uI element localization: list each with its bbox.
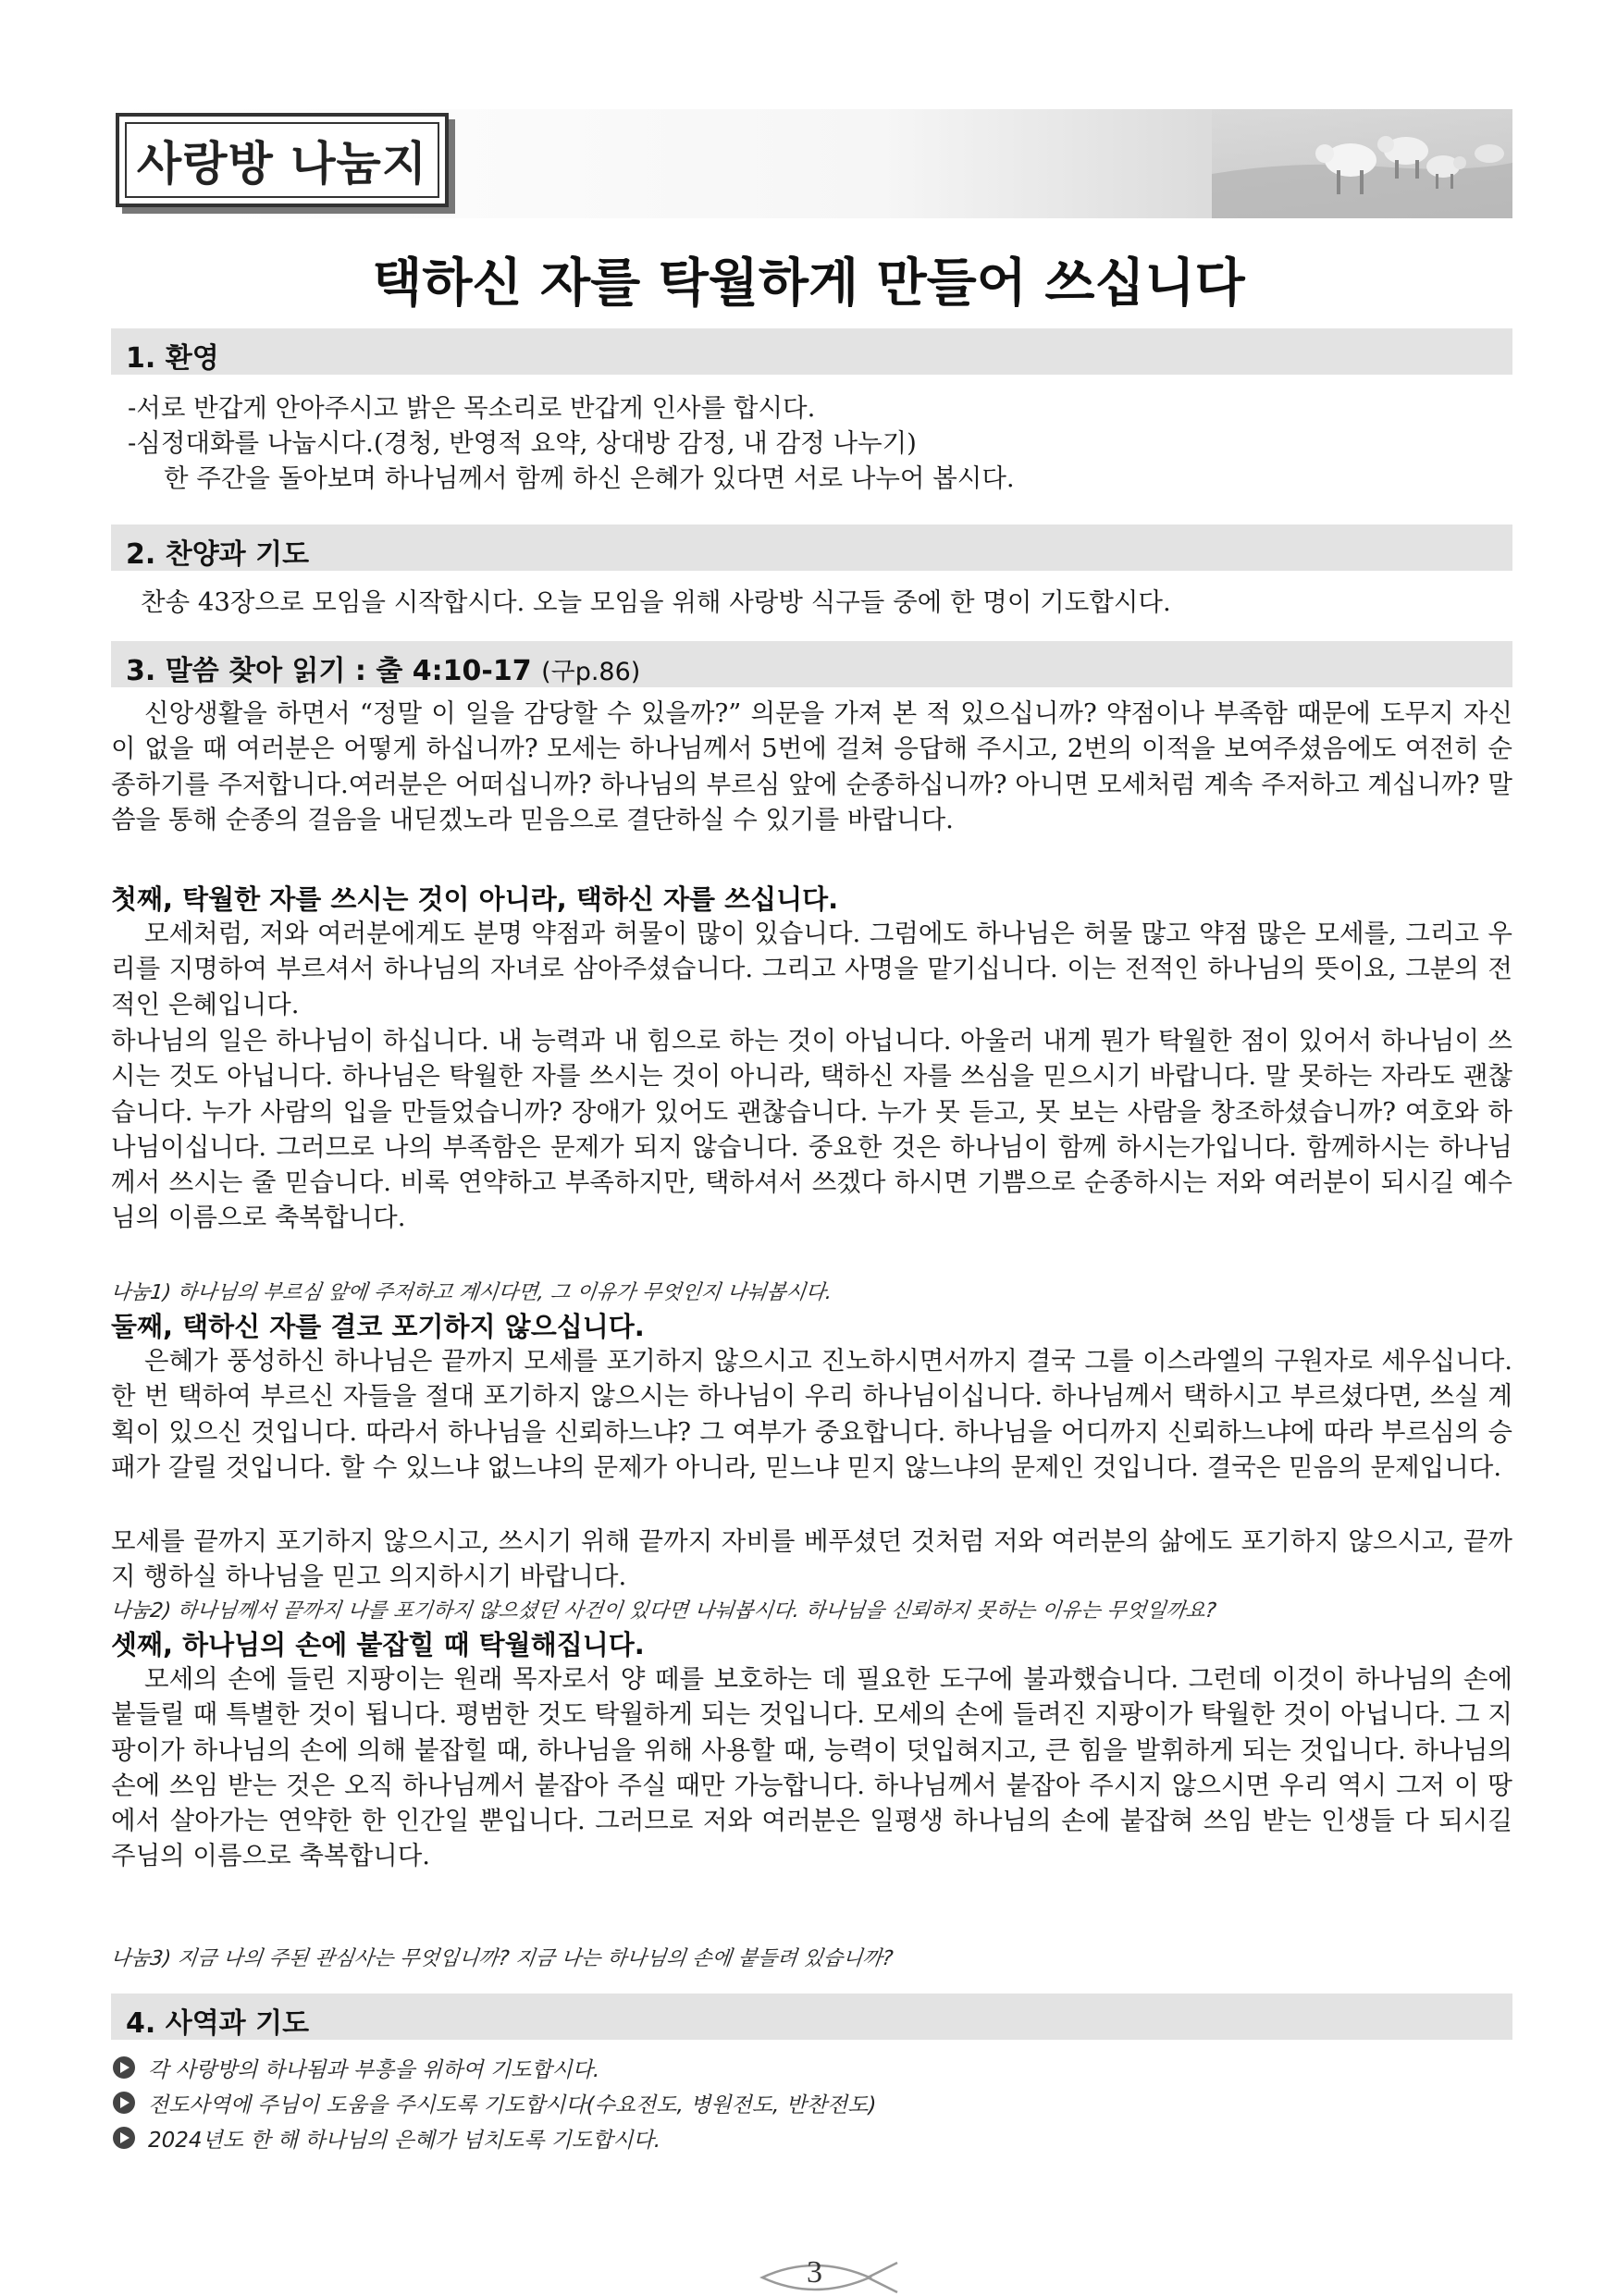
prayer-item xyxy=(113,2052,599,2083)
page-number: 3 xyxy=(807,2255,822,2290)
section-heading-prayer xyxy=(111,1994,1512,2040)
reading-ref: (구p.86) xyxy=(541,658,641,686)
point-3-paragraph-1: 모세의 손에 들린 지팡이는 원래 목자로서 양 떼를 보호하는 데 필요한 도구에 불과했습니다. 그런데 이것이 하나님의 손에 붙들릴 때 특별한 것이 됩니다. 평범한 것도 탁월하게 되는 것입니다. 모세의 손에 들려진 지팡이가 탁월한 것이 아닙니다. 그 지팡이가 하나님의 손에 의해 붙잡힐 때, 하나님을 위해 사용할 때, 능력이 덧입혀지고, 큰 힘을 발휘하게 되는 것입니다. 하나님의 손에 쓰임 받는 것은 오직 하나님께서 붙잡아 주실 때만 가능합니다. 하나님께서 붙잡아 주시지 않으시면 우리 역시 그저 이 땅에서 살아가는 연약한 한 인간일 뿐입니다. 그러므로 저와 여러분은 일평생 하나님의 손에 붙잡혀 쓰임 받는 인생들 다 되시길 주님의 이름으로 축복합니다. xyxy=(111,1664,1512,1871)
share-question-2: 나눔2) 하나님께서 끝까지 나를 포기하지 않으셨던 사건이 있다면 나눠봅시다. 하나님을 신뢰하지 못하는 이유는 무엇일까요? xyxy=(109,1599,1217,1623)
arrow-circle-icon xyxy=(113,2092,135,2114)
point-1-title: 첫째, 탁월한 자를 쓰시는 것이 아니라, 택하신 자를 쓰십니다. xyxy=(111,883,839,915)
arrow-circle-icon xyxy=(113,2127,135,2149)
worship-text: 찬송 43장으로 모임을 시작합시다. 오늘 모임을 위해 사랑방 식구들 중에 한 명이 기도합시다. xyxy=(141,587,1171,617)
section-heading-text: 4. 사역과 기도 xyxy=(126,2007,310,2040)
prayer-item xyxy=(113,2087,876,2118)
page-title: 택하신 자를 탁월하게 만들어 쓰십니다 xyxy=(372,253,1245,314)
prayer-item-text: 2024년도 한 해 하나님의 은혜가 넘치도록 기도합시다. xyxy=(148,2128,661,2153)
page-number-area xyxy=(759,2255,907,2296)
header-label: 사랑방 나눔지 xyxy=(136,137,428,191)
welcome-line-2: -심정대화를 나눕시다.(경청, 반영적 요약, 상대방 감정, 내 감정 나누기) xyxy=(128,428,917,458)
fish-icon xyxy=(759,2259,907,2296)
prayer-item-text: 각 사랑방의 하나됨과 부흥을 위하여 기도합시다. xyxy=(148,2057,600,2082)
arrow-circle-icon xyxy=(113,2056,135,2079)
reading-intro: 신앙생활을 하면서 “정말 이 일을 감당할 수 있을까?” 의문을 가져 본 적 있으십니까? 약점이나 부족함 때문에 도무지 자신이 없을 때 여러분은 어떻게 하십니까? 모세는 하나님께서 5번에 걸쳐 응답해 주시고, 2번의 이적을 보여주셨음에도 여전히 순종하기를 주저합니다.여러분은 어떠십니까? 하나님의 부르심 앞에 순종하십니까? 아니면 모세처럼 계속 주저하고 계십니까? 말씀을 통해 순종의 걸음을 내딛겠노라 믿음으로 결단하실 수 있기를 바랍니다. xyxy=(111,698,1512,834)
point-2-title: 둘째, 택하신 자를 결코 포기하지 않으십니다. xyxy=(111,1311,645,1342)
prayer-item xyxy=(113,2122,660,2154)
prayer-item-text: 전도사역에 주님이 도움을 주시도록 기도합시다(수요전도, 병원전도, 반찬전도) xyxy=(148,2092,877,2117)
point-1-paragraph-2: 하나님의 일은 하나님이 하십니다. 내 능력과 내 힘으로 하는 것이 아닙니다. 아울러 내게 뭔가 탁월한 점이 있어서 하나님이 쓰시는 것도 아닙니다. 하나님은 탁월한 자를 쓰시는 것이 아니라, 택하신 자를 쓰심을 믿으시기 바랍니다. 말 못하는 자라도 괜찮습니다. 누가 사람의 입을 만들었습니까? 장애가 있어도 괜찮습니다. 누가 못 듣고, 못 보는 사람을 창조하셨습니까? 여호와 하나님이십니다. 그러므로 나의 부족함은 문제가 되지 않습니다. 중요한 것은 하나님이 함께 하시는가입니다. 함께하시는 하나님께서 쓰시는 줄 믿습니다. 비록 연약하고 부족하지만, 택하셔서 쓰겠다 하시면 기쁨으로 순종하시는 저와 여러분이 되시길 예수님의 이름으로 축복합니다. xyxy=(111,1026,1512,1233)
section-heading-worship xyxy=(111,525,1512,571)
point-1-paragraph-1: 모세처럼, 저와 여러분에게도 분명 약점과 허물이 많이 있습니다. 그럼에도 하나님은 허물 많고 약점 많은 모세를, 그리고 우리를 지명하여 부르셔서 하나님의 자녀로 삼아주셨습니다. 그리고 사명을 맡기십니다. 이는 전적인 하나님의 뜻이요, 그분의 전적인 은혜입니다. xyxy=(111,919,1512,1019)
section-heading-reading xyxy=(111,641,1512,687)
section-heading-text xyxy=(126,648,640,688)
point-2-paragraph-1: 은혜가 풍성하신 하나님은 끝까지 모세를 포기하지 않으시고 진노하시면서까지 결국 그를 이스라엘의 구원자로 세우십니다. 한 번 택하여 부르신 자들을 절대 포기하지 않으시는 하나님이 우리 하나님이십니다. 하나님께서 택하시고 부르셨다면, 쓰실 계획이 있으신 것입니다. 따라서 하나님을 신뢰하느냐? 그 여부가 중요합니다. 하나님을 어디까지 신뢰하느냐에 따라 부르심의 승패가 갈릴 것입니다. 할 수 있느냐 없느냐의 문제가 아니라, 믿느냐 믿지 않느냐의 문제인 것입니다. 결국은 믿음의 문제입니다. xyxy=(111,1346,1512,1482)
header-label-box xyxy=(116,113,449,207)
point-2-paragraph-2: 모세를 끝까지 포기하지 않으시고, 쓰시기 위해 끝까지 자비를 베푸셨던 것처럼 저와 여러분의 삶에도 포기하지 않으시고, 끝까지 행하실 하나님을 믿고 의지하시기 바랍니다. xyxy=(111,1526,1512,1592)
sheep-photo xyxy=(1212,109,1512,218)
section-heading-welcome xyxy=(111,328,1512,375)
share-question-3: 나눔3) 지금 나의 주된 관심사는 무엇입니까? 지금 나는 하나님의 손에 붙들려 있습니까? xyxy=(109,1947,895,1970)
reading-heading: 3. 말씀 찾아 읽기 : 출 4:10-17 xyxy=(126,655,532,687)
welcome-line-1: -서로 반갑게 안아주시고 밝은 목소리로 반갑게 인사를 합시다. xyxy=(128,393,816,423)
share-question-1: 나눔1) 하나님의 부르심 앞에 주저하고 계시다면, 그 이유가 무엇인지 나눠봅시다. xyxy=(109,1281,833,1304)
section-heading-text: 2. 찬양과 기도 xyxy=(126,538,310,571)
section-heading-text: 1. 환영 xyxy=(126,342,219,375)
welcome-line-3: 한 주간을 돌아보며 하나님께서 함께 하신 은혜가 있다면 서로 나누어 봅시다. xyxy=(164,463,1015,493)
point-3-title: 셋째, 하나님의 손에 붙잡힐 때 탁월해집니다. xyxy=(111,1629,645,1660)
